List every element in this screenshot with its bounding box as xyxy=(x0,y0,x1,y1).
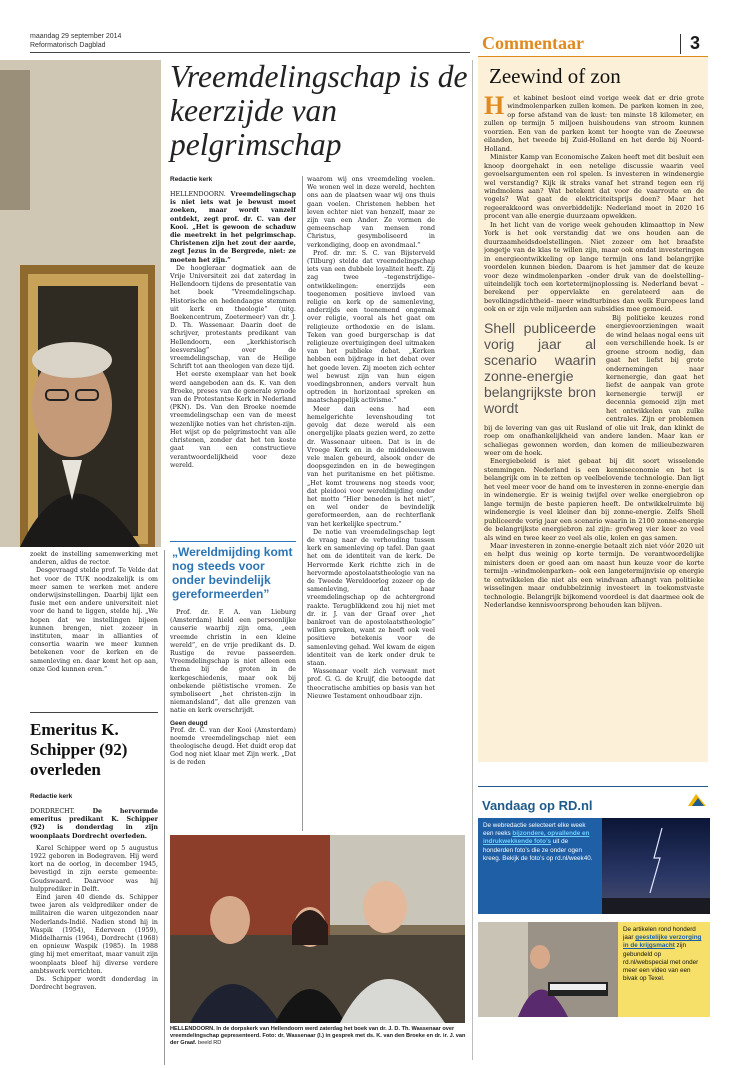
lightning-photo xyxy=(602,818,710,914)
column-rule-right xyxy=(472,60,473,1060)
main-col1-p1: De hoogleraar dogmatiek aan de Vrije Universiteit zei dat zaterdag in Hellendoorn tijdens de presentatie van het boek “Vreemdelingschap. Historische en hedendaagse stemmen uit kerk en theologie” (uitg. Boekencentrum, Zoetermeer) van dr. J. D. Th. Wassenaar. Daarin doet de schrijver, protestants predikant van Hellendoorn, een „kerkhistorisch leesverslag” over de vreemdelingschap, van de Heilige Schrift tot aan theologen van deze tijd. xyxy=(170,264,296,371)
main-col2-p2: Prof. dr. mr. S. C. van Bijsterveld (Tilburg) stelde dat vreemdelingschap iets van een dubbele loyaliteit heeft. Zij zag twee –tegenstrijdige– ontwikkelingen: enerzijds een toegenomen positieve invloed van religie en kerk op de samenleving, anderzijds een toenemend ongemak over religie, vooral als het gaat om religieuze orthodoxie en de islam. Teken van goed burgerschap is dat religieuze overtuigingen deel uitmaken van het publieke debat. „Kerken hebben een bijdrage in het debat over het goede leven. Zij moeten zich echter wel bewust zijn van hun eigen voedingsbronnen, anders vervalt hun optreden in horizontaal spreken en maatschappelijk activisme.” xyxy=(307,249,435,405)
section-title: Commentaar xyxy=(482,33,584,53)
main-article-col2 xyxy=(307,176,435,831)
rd-box1-post: uit de honderden foto’s die ze onder ogen kreeg. Bekijk de foto’s op rd.nl/week40. xyxy=(483,838,593,862)
main-col1-p2: Het eerste exemplaar van het boek werd aangeboden aan ds. K. van den Broeke, preses van de generale synode van de Protestantse Kerk in Nederland (PKN). Ds. Van den Broeke noemde vreemdelingschap een van de meest wezenlijke noties van het christen-zijn. Het wijst op de pelgrimstocht van alle christenen, zonder dat het ten koste gaat van een constructieve verantwoordelijkheid voor deze wereld. xyxy=(170,371,296,469)
commentary-p2: Minister Kamp van Economische Zaken heeft met dit besluit een knoop doorgehakt in een netelige discussie waarin veel gevoelsargumenten een rol spelen. Is investeren in windenergie wel verstandig? Kijk ik straks vanaf het strand tegen een rij windmolens aan? Wat betekent dat voor de vaarroute en de vogels? Wat gaat de elektriciteitsprijs doen? Maar het regeerakkoord was onverbiddelijk: Nederland moet in 2020 16 procent van alle energie duurzaam opwekken. xyxy=(484,153,704,221)
column-rule-mid xyxy=(302,176,303,831)
header-date-block xyxy=(30,32,121,50)
main-col2-p5: Wassenaar voelt zich verwant met prof. G. G. de Kruijf, die betoogde dat theocratische ambities op basis van het Nieuwe Testament onhoudbaar zijn. xyxy=(307,668,435,700)
header-rule xyxy=(30,52,470,53)
main-col1c-p: Prof. dr. C. van der Kooi (Amsterdam) noemde vreemdelingschap niet een theologische deugd. Het duidt erop dat God nog niet klaar met Zijn werk. „Dat is de reden xyxy=(170,726,296,767)
main-col2-p1: waarom wij ons vreemdeling voelen. We wonen wel in deze wereld, hechten ons aan de plaatsen waar wij ons thuis gaan voelen. Christenen hebben het leven echter niet van henzelf, maar ze zijn van een Ander. Ze vormen de gemeenschap van mensen rond Christus, gesymboliseerd in verkondiging, doop en avondmaal.” xyxy=(307,176,435,249)
rd-military-promo[interactable] xyxy=(618,922,710,1017)
portrait-photo xyxy=(0,60,161,547)
main-subhead: Geen deugd xyxy=(170,719,208,727)
main-col2-p4: De notie van vreemdelingschap legt de vraag naar de verhouding tussen kerk en samenleving op tafel. Dan gaat het om de identiteit van de kerk. De Hervormde Kerk richtte zich in de hervormde apostolaatstheologie van na de Tweede Wereldoorlog zozeer op de samenleving, dat haar vreemdelingschap op de achtergrond raakte. Terugblikkend zou hij niet met dr. ir. J. van der Graaf over „het bankroet van de apostolaatstheologie” willen spreken, want ze heeft ook veel positieve betekenis voor de samenleving gehad. Wel kwam de eigen identiteit van de kerk onder druk te staan. xyxy=(307,528,435,667)
rd-rule xyxy=(478,786,708,787)
issue-date: maandag 29 september 2014 xyxy=(30,33,122,40)
obituary-dateline: DORDRECHT. xyxy=(30,808,75,815)
main-lead: Vreemdelingschap is niet iets wat je bewust moet zoeken, maar wordt vanzelf ontdekt, zegt prof. dr. C. van der Kooi. „Het is gewoon de schaduw die meetrekt in het pelgrimschap. Christenen zijn het zout der aarde, zegt Jezus in de Bergrede, niet: ze moeten het zijn.” xyxy=(170,191,296,264)
main-photo xyxy=(170,835,465,1023)
main-byline: Redactie kerk xyxy=(170,176,213,183)
main-dateline: HELLENDOORN. xyxy=(170,191,226,198)
commentary-p3: In het licht van de vorige week gehouden klimaattop in New York is het ook verstandig dat we ons houden aan de duurzaamheidsdoelstellingen. Niet zozeer om het braafste jongetje van de klas te willen zijn, maar ook omdat investeringen in energieontwikkeling op lange termijn ons land belangrijke voordelen kunnen bieden. Daarom is het jammer dat de keuze voor deze windmolenparken –onder druk van de doelstelling– uiteindelijk toch een kortetermijnoplossing is. Nederland bevat –berekend per oppervlakte en gerelateerd aan de bevolkingsdichtheid– meer windturbines dan welk Europees land ook en er zijn vele miljarden aan subsidies mee gemoeid. xyxy=(484,220,704,314)
rd-photos-promo[interactable] xyxy=(478,818,602,914)
obituary-lead: De hervormde emeritus predikant K. Schipper (92) is donderdag in zijn woonplaats Dordrecht overleden. xyxy=(30,808,158,840)
rd-photos-link[interactable]: bijzondere, opvallende en indrukwekkende foto’s xyxy=(483,830,590,846)
rd-box2-pre: De artikelen rond honderd jaar xyxy=(623,926,696,942)
caption-credit: beeld RD xyxy=(198,1040,222,1046)
rd-logo-icon xyxy=(686,792,708,808)
pullquote-rule xyxy=(170,541,296,542)
header-divider xyxy=(680,34,681,54)
left-col-p1: zoekt de instelling samenwerking met anderen, aldus de rector. xyxy=(30,551,158,567)
obituary-text xyxy=(30,793,158,1065)
newspaper-name: Reformatorisch Dagblad xyxy=(30,42,106,49)
obituary-p2: Eind jaren 40 diende ds. Schipper twee jaren als veldprediker onder de militairen die waren uitgezonden naar Nederlands-Indië. Nadien stond hij in Waspik (1954), Ederveen (1959), Middelharnis (1964), Dordrecht (1968) en opnieuw Waspik (1985). In 1988 ging hij met emeritaat, maar vanuit zijn woonplaats bleef hij diverse verdere ambtswerk verrichten. xyxy=(30,894,158,975)
commentary-p6: Maar investeren in zonne-energie betaalt zich niet vóór 2020 uit en helpt dus weinig op korte termijn. De verantwoordelijke ministers doen er goed aan om naast hun keuze voor de korte termijn –windmolenparken– ook een langetermijnvisie op energie te ontwikkelen die niet als een windvaan afhangt van politieke wisselingen maar ondubbelzinnig investeert in toekomstvaste technologie. Belangrijk bijkomend voordeel is dat daarmee ook de Nederlandse kennisvoorsprong behouden kan blijven. xyxy=(484,542,704,610)
left-column-text xyxy=(30,551,158,701)
main-article-col1b xyxy=(170,609,296,831)
main-headline: Vreemdelingschap is de keerzijde van pelgrimschap xyxy=(170,59,468,162)
obituary-rule xyxy=(30,712,158,713)
rd-box1-pre: De webredactie selecteert elke week een reeks xyxy=(483,822,586,838)
commentary-p1: et kabinet besloot eind vorige week dat er drie grote windmolenparken zullen komen. De parken komen in zee, op forse afstand van de kust: ten minste 18 kilometer, en zullen op termijn 5 miljoen huishoudens van stroom kunnen voorzien. Een van de parken komt ter hoogte van de Zeeuwse eilanden, het tweede bij Zuid-Holland en het derde bij Noord-Holland. xyxy=(484,94,704,153)
main-photo-caption xyxy=(170,1026,466,1047)
page-number: 3 xyxy=(690,33,701,53)
commentary-p5: Energiebeleid is niet gebaat bij dit soort wisselende stemmingen. Nederland is een kenniseconomie en het is belangrijk om in te zetten op veelbelovende technologie. Dan ligt het veel meer voor de hand om te investeren in zonne-energie dan in windenergie. Er is weinig twijfel over welke energiebron op lange termijn de beste papieren heeft. De ontwikkelruimte bij windenergie is veel kleiner dan bij zonne-energie. Zelfs Shell publiceerde vorig jaar een scenario waarin in 2100 zonne-energie de belangrijkste energiebron zal zijn: grofweg vier keer zo veel als wind en twee keer zo veel als olie, kolen en gas samen. xyxy=(484,457,704,542)
obituary-p1: Karel Schipper werd op 5 augustus 1922 geboren in Bodegraven. Hij werd kort na de oorlog, in december 1945, bevestigd in zijn eerste gemeente: Goudswaard. Daarvoor was hij hulpprediker in Delft. xyxy=(30,844,158,893)
obituary-byline: Redactie kerk xyxy=(30,793,73,800)
chaplain-photo xyxy=(478,922,618,1017)
main-article-col1 xyxy=(170,176,296,538)
main-col2-p3: Meer dan eens had een hemelgerichte levenshouding tot gevolg dat deze wereld als een onergelijke plaats gezien werd, zo zette dr. Wassenaar uiteen. Dat is in de Vroege Kerk en in de middeleeuwen vele malen gebeurd, alsook onder de doopsgezinden en in de bewegingen van het puritanisme en het piëtisme. „Het komt trouwens nog steeds voor, dat pleidooi voor wereldmijding onder het motto “Hier beneden is het niet”, en wel onder de bevindelijk gereformeerden, aan de rechterflank van het kerkelijke spectrum.” xyxy=(307,405,435,528)
commentary-text xyxy=(484,94,704,754)
rd-military-link[interactable]: geestelijke verzorging in de krijgsmacht xyxy=(623,934,702,950)
column-rule-left xyxy=(164,550,165,1065)
commentary-quote: Shell publiceerde vorig jaar al scenario waarin zonne-energie belangrijkste bron wordt xyxy=(484,319,596,416)
obituary-headline: Emeritus K. Schipper (92) overleden xyxy=(30,720,128,779)
obituary-p3: Ds. Schipper wordt donderdag in Dordrecht begraven. xyxy=(30,976,158,992)
commentary-p4: Bij politieke keuzes rond energievoorzieningen waait de wind helaas nogal eens uit een verschillende hoek. Is er groene stroom nodig, dan gaat het liefst bij grote ondernemingen naar kernenergie, dan gaat het liefst de aanpak van grote kernenergie terwijl er decennia gemoeid zijn met het ontwikkelen van zulke centrales. Zijn er problemen bij de levering van gas uit Rusland of olie uit Irak, dan klinkt de roep om onafhankelijkheid van andere landen. Maar kan er schaliegas gewonnen worden, dan komen de milieubezwaren weer om de hoek. xyxy=(484,313,704,458)
commentary-headline: Zeewind of zon xyxy=(489,64,621,88)
left-col-p2: Desgevraagd stelde prof. Te Velde dat het voor de TUK noodzakelijk is om meer samen te werken met andere onderwijsinstellingen. Daarbij lijkt een fusie met een andere universiteit niet voor de hand te liggen, stelde hij. „We hopen dat we instellingen bijeen kunnen brengen, niet zozeer in instituten, maar in allianties of consortia waarin we meer kunnen betekenen voor de kerken en de samenleving en. daar komt het op aan, onze God kunnen eren.” xyxy=(30,567,158,673)
main-pullquote: „Wereldmijding komt nog steeds voor onder bevindelijk gereformeerden” xyxy=(172,545,293,601)
rd-promo-title: Vandaag op RD.nl xyxy=(482,798,593,813)
main-col1b-p: Prof. dr. F. A. van Lieburg (Amsterdam) hield een persoonlijke causerie waarbij zijn oma, „een vreemde christin in een kleine wereld”, en de vrije predikant ds. D. Rustige de revue passeerden. Vreemdelingschap is niet alleen een thema bij de groten in de kerkgeschiedenis, maar ook bij onbekende piëtistische vromen. Ze symboliseert „het christen-zijn in niemandsland”, dat alle grenzen van natie en kerk overschrijdt. xyxy=(170,609,296,715)
commentary-dropcap: H xyxy=(484,94,505,120)
rd-box2-post: zijn gebundeld op rd.nl/webspecial met onder meer een video van een bivak op Texel. xyxy=(623,942,699,983)
caption-text: HELLENDOORN. In de dorpskerk van Hellendoorn werd zaterdag het boek van dr. J. D. Th. Wassenaar over vreemdelingschap gepresenteerd. Foto: dr. Wassenaar (l.) in gesprek met ds. K. van den Broeke en dr. ir. J. van der Graaf. xyxy=(170,1026,466,1046)
